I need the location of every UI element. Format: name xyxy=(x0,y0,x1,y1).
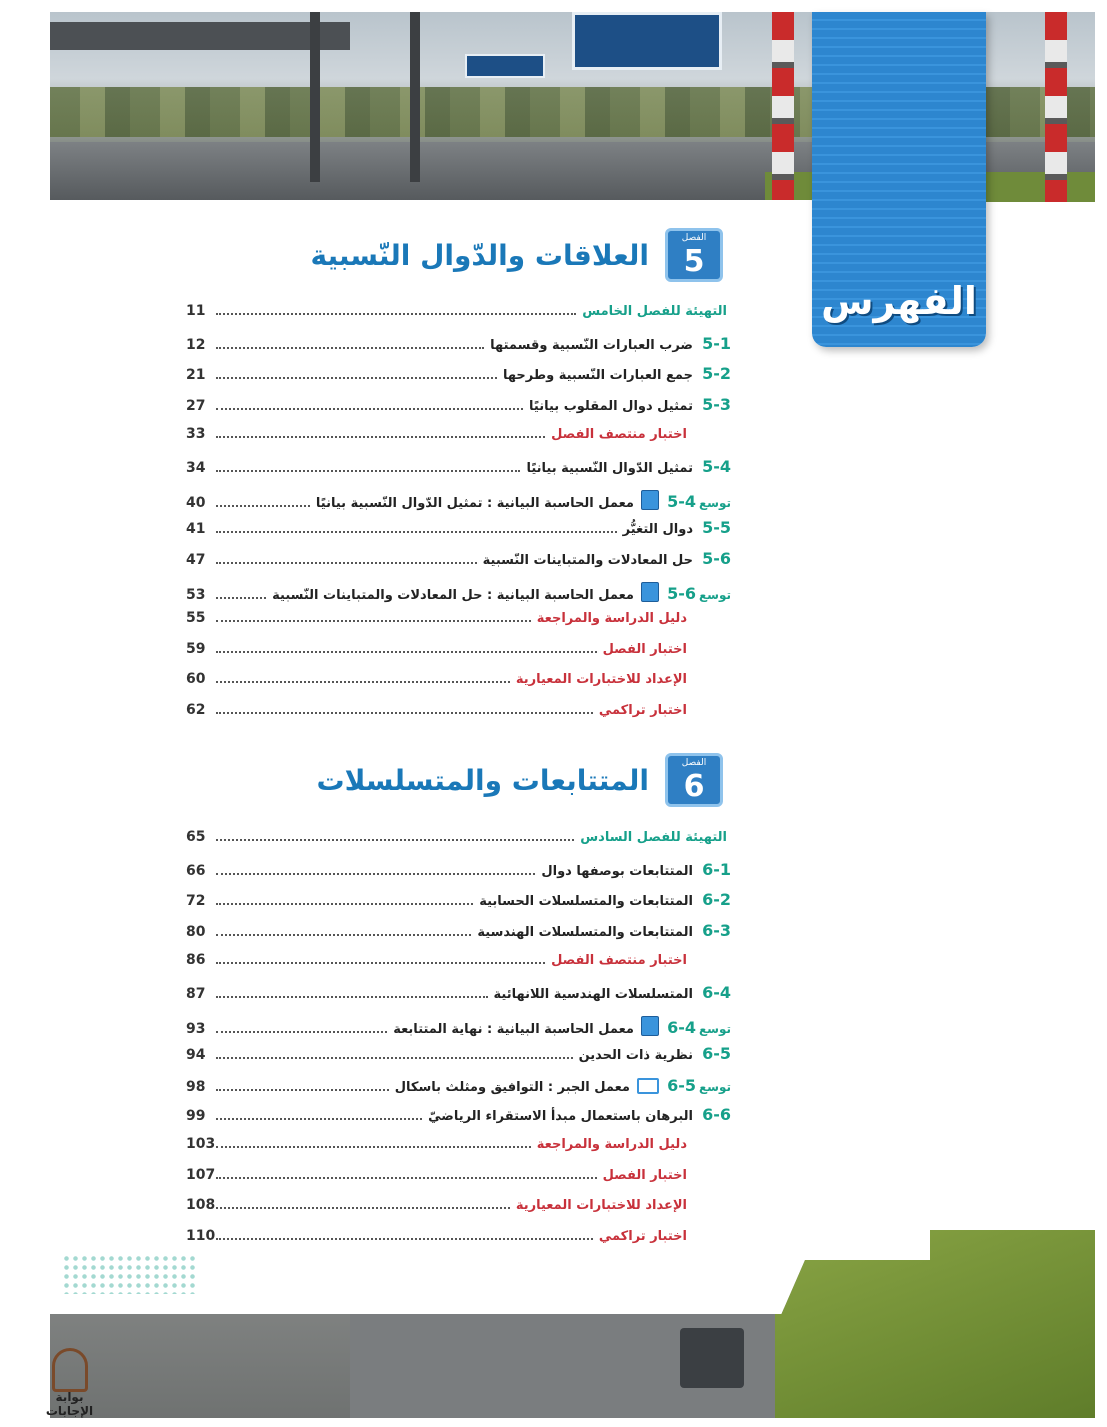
toc-title: المتتابعات بوصفها دوال xyxy=(541,864,693,879)
toc-page-number: 47 xyxy=(186,552,206,568)
toc-lesson-number: 5-1 xyxy=(702,334,731,353)
chapter-title: المتتابعات والمتسلسلات xyxy=(316,763,649,797)
toc-title: الإعداد للاختبارات المعيارية xyxy=(515,672,687,687)
toc-row[interactable] xyxy=(186,487,731,511)
toc-lesson-number: 5-5 xyxy=(702,518,731,537)
toc-prefix: توسع xyxy=(698,1080,731,1094)
index-title: الفهرس xyxy=(821,279,977,323)
toc-page-number: 11 xyxy=(186,303,206,319)
toc-leader-dots xyxy=(216,1206,510,1209)
toc-leader-dots xyxy=(216,1030,387,1033)
toc-lesson-number: 6-5 xyxy=(667,1076,696,1095)
toc-row[interactable] xyxy=(186,1075,731,1099)
toc-row[interactable] xyxy=(186,457,731,481)
toc-page-number: 94 xyxy=(186,1047,206,1063)
toc-page-number: 99 xyxy=(186,1108,206,1124)
toc-leader-dots xyxy=(216,469,520,472)
index-tab xyxy=(812,12,986,347)
toc-page-number: 27 xyxy=(186,398,206,414)
toc-page-number: 72 xyxy=(186,893,206,909)
toc-title: اختبار الفصل xyxy=(602,642,687,657)
toc-page-number: 40 xyxy=(186,495,206,511)
chapter-5-header xyxy=(310,225,723,285)
toc-row[interactable] xyxy=(186,702,731,726)
toc-title: معمل الحاسبة البيانية : حل المعادلات والمتباينات النّسبية xyxy=(272,588,634,603)
toc-prefix: توسع xyxy=(698,1022,731,1036)
toc-leader-dots xyxy=(216,650,597,653)
toc-page-number: 55 xyxy=(186,610,206,626)
toc-title: جمع العبارات النّسبية وطرحها xyxy=(502,368,693,383)
toc-page-number: 53 xyxy=(186,587,206,603)
toc-leader-dots xyxy=(216,902,473,905)
toc-row[interactable] xyxy=(186,334,731,358)
toc-row[interactable] xyxy=(186,610,731,634)
toc-title: دوال التغيُّر xyxy=(622,522,693,537)
toc-leader-dots xyxy=(216,346,484,349)
toc-page-number: 41 xyxy=(186,521,206,537)
toc-page-number: 80 xyxy=(186,924,206,940)
toc-leader-dots xyxy=(216,711,593,714)
toc-leader-dots xyxy=(216,312,576,315)
toc-page-number: 33 xyxy=(186,426,206,442)
toc-lesson-number: 6-3 xyxy=(702,921,731,940)
toc-title: ضرب العبارات النّسبية وقسمتها xyxy=(490,338,693,353)
calculator-icon xyxy=(641,490,659,510)
photo-pole xyxy=(310,12,320,182)
toc-lesson-number: 6-5 xyxy=(702,1044,731,1063)
toc-lesson-number: 5-6 xyxy=(702,549,731,568)
toc-title: اختبار تراكمي xyxy=(598,703,687,718)
toc-row[interactable] xyxy=(186,1044,731,1068)
toc-row[interactable] xyxy=(186,952,731,976)
toc-page-number: 66 xyxy=(186,863,206,879)
toc-page-number: 110 xyxy=(186,1228,216,1244)
photo-truck xyxy=(680,1328,744,1388)
toc-title: دليل الدراسة والمراجعة xyxy=(536,1137,687,1152)
toc-prefix: توسع xyxy=(698,496,731,510)
toc-leader-dots xyxy=(216,596,266,599)
toc-page-number: 60 xyxy=(186,671,206,687)
toc-page-number: 59 xyxy=(186,641,206,657)
toc-row[interactable] xyxy=(186,395,731,419)
toc-lesson-number: 5-6 xyxy=(667,584,696,603)
toc-title: نظرية ذات الحدين xyxy=(578,1048,693,1063)
toc-lesson-number: 6-4 xyxy=(667,1018,696,1037)
toc-title: معمل الحاسبة البيانية : نهاية المتتابعة xyxy=(393,1022,634,1037)
toc-row[interactable] xyxy=(186,1167,731,1191)
toc-row[interactable] xyxy=(186,1013,731,1037)
toc-row[interactable] xyxy=(186,303,731,327)
photo-tower xyxy=(772,12,794,202)
photo-gantry xyxy=(50,22,350,50)
toc-leader-dots xyxy=(216,1056,573,1059)
toc-page-number: 21 xyxy=(186,367,206,383)
toc-row[interactable] xyxy=(186,1197,731,1221)
photo-road-sign xyxy=(465,54,545,78)
toc-title: اختبار منتصف الفصل xyxy=(551,953,687,968)
toc-leader-dots xyxy=(216,933,471,936)
toc-title: اختبار الفصل xyxy=(602,1168,687,1183)
toc-leader-dots xyxy=(216,1117,422,1120)
chapter-number: 6 xyxy=(683,769,705,804)
toc-title: المتتابعات والمتسلسلات الهندسية xyxy=(477,925,693,940)
toc-row[interactable] xyxy=(186,1136,731,1160)
toc-row[interactable] xyxy=(186,364,731,388)
toc-leader-dots xyxy=(216,561,477,564)
book-icon xyxy=(637,1078,659,1094)
toc-leader-dots xyxy=(216,619,531,622)
toc-page-number: 108 xyxy=(186,1197,216,1213)
toc-page-number: 107 xyxy=(186,1167,216,1183)
photo-pole xyxy=(410,12,420,182)
photo-road-sign xyxy=(572,12,722,70)
toc-leader-dots xyxy=(216,838,574,841)
toc-leader-dots xyxy=(216,504,310,507)
toc-page-number: 86 xyxy=(186,952,206,968)
toc-title: التهيئة للفصل السادس xyxy=(580,830,727,845)
toc-lesson-number: 5-4 xyxy=(667,492,696,511)
toc-lesson-number: 6-1 xyxy=(702,860,731,879)
toc-title: المتتابعات والمتسلسلات الحسابية xyxy=(479,894,693,909)
toc-row[interactable] xyxy=(186,671,731,695)
toc-page-number: 98 xyxy=(186,1079,206,1095)
toc-page-number: 93 xyxy=(186,1021,206,1037)
photo-tower xyxy=(1045,12,1067,202)
toc-row[interactable] xyxy=(186,829,731,853)
chapter-badge xyxy=(665,753,723,807)
toc-row[interactable] xyxy=(186,426,731,450)
toc-title: معمل الحاسبة البيانية : تمثيل الدّوال النّسبية بيانيًا xyxy=(315,496,634,511)
site-logo-text: بوابة الإجابات xyxy=(45,1390,94,1418)
toc-lesson-number: 5-3 xyxy=(702,395,731,414)
toc-leader-dots xyxy=(216,376,497,379)
toc-leader-dots xyxy=(216,680,510,683)
toc-title: اختبار منتصف الفصل xyxy=(551,427,687,442)
toc-leader-dots xyxy=(216,1088,389,1091)
chapter-word: الفصل xyxy=(681,233,707,243)
toc-leader-dots xyxy=(216,872,535,875)
toc-lesson-number: 6-4 xyxy=(702,983,731,1002)
toc-title: اختبار تراكمي xyxy=(598,1229,687,1244)
toc-row[interactable] xyxy=(186,890,731,914)
chapter-badge xyxy=(665,228,723,282)
toc-title: التهيئة للفصل الخامس xyxy=(582,304,727,319)
toc-lesson-number: 6-6 xyxy=(702,1105,731,1124)
toc-page-number: 103 xyxy=(186,1136,216,1152)
toc-lesson-number: 5-2 xyxy=(702,364,731,383)
toc-leader-dots xyxy=(216,407,523,410)
toc-title: المتسلسلات الهندسية اللانهائية xyxy=(493,987,693,1002)
ministry-logo xyxy=(62,1254,197,1294)
toc-title: حل المعادلات والمتباينات النّسبية xyxy=(482,553,693,568)
toc-leader-dots xyxy=(216,995,488,998)
toc-leader-dots xyxy=(216,1145,531,1148)
chapter-word: الفصل xyxy=(681,758,707,768)
toc-lesson-number: 5-4 xyxy=(702,457,731,476)
toc-page-number: 65 xyxy=(186,829,206,845)
toc-lesson-number: 6-2 xyxy=(702,890,731,909)
toc-title: تمثيل دوال المقلوب بيانيًا xyxy=(529,399,693,414)
toc-leader-dots xyxy=(216,530,617,533)
toc-row[interactable] xyxy=(186,518,731,542)
content-panel-right xyxy=(750,290,1095,1230)
toc-page-number: 62 xyxy=(186,702,206,718)
chapter-6-header xyxy=(317,750,724,810)
toc-row[interactable] xyxy=(186,1228,731,1252)
toc-title: الإعداد للاختبارات المعيارية xyxy=(515,1198,687,1213)
chapter-title: العلاقات والدّوال النّسبية xyxy=(310,238,649,272)
toc-page-number: 87 xyxy=(186,986,206,1002)
toc-leader-dots xyxy=(216,1176,597,1179)
toc-row[interactable] xyxy=(186,1105,731,1129)
calculator-icon xyxy=(641,1016,659,1036)
toc-leader-dots xyxy=(216,1237,593,1240)
chapter-number: 5 xyxy=(683,244,705,279)
toc-title: معمل الجبر : التوافيق ومثلث باسكال xyxy=(394,1080,630,1095)
toc-leader-dots xyxy=(216,435,545,438)
arch-icon xyxy=(52,1348,88,1392)
toc-row[interactable] xyxy=(186,549,731,573)
toc-page-number: 12 xyxy=(186,337,206,353)
toc-title: البرهان باستعمال مبدأ الاستقراء الرياضيّ xyxy=(428,1109,693,1124)
toc-page-number: 34 xyxy=(186,460,206,476)
site-logo xyxy=(32,1348,107,1418)
toc-row[interactable] xyxy=(186,921,731,945)
toc-row[interactable] xyxy=(186,860,731,884)
toc-title: تمثيل الدّوال النّسبية بيانيًا xyxy=(526,461,693,476)
calculator-icon xyxy=(641,582,659,602)
toc-row[interactable] xyxy=(186,983,731,1007)
toc-row[interactable] xyxy=(186,641,731,665)
toc-leader-dots xyxy=(216,961,545,964)
toc-title: دليل الدراسة والمراجعة xyxy=(536,611,687,626)
toc-prefix: توسع xyxy=(698,588,731,602)
toc-row[interactable] xyxy=(186,579,731,603)
